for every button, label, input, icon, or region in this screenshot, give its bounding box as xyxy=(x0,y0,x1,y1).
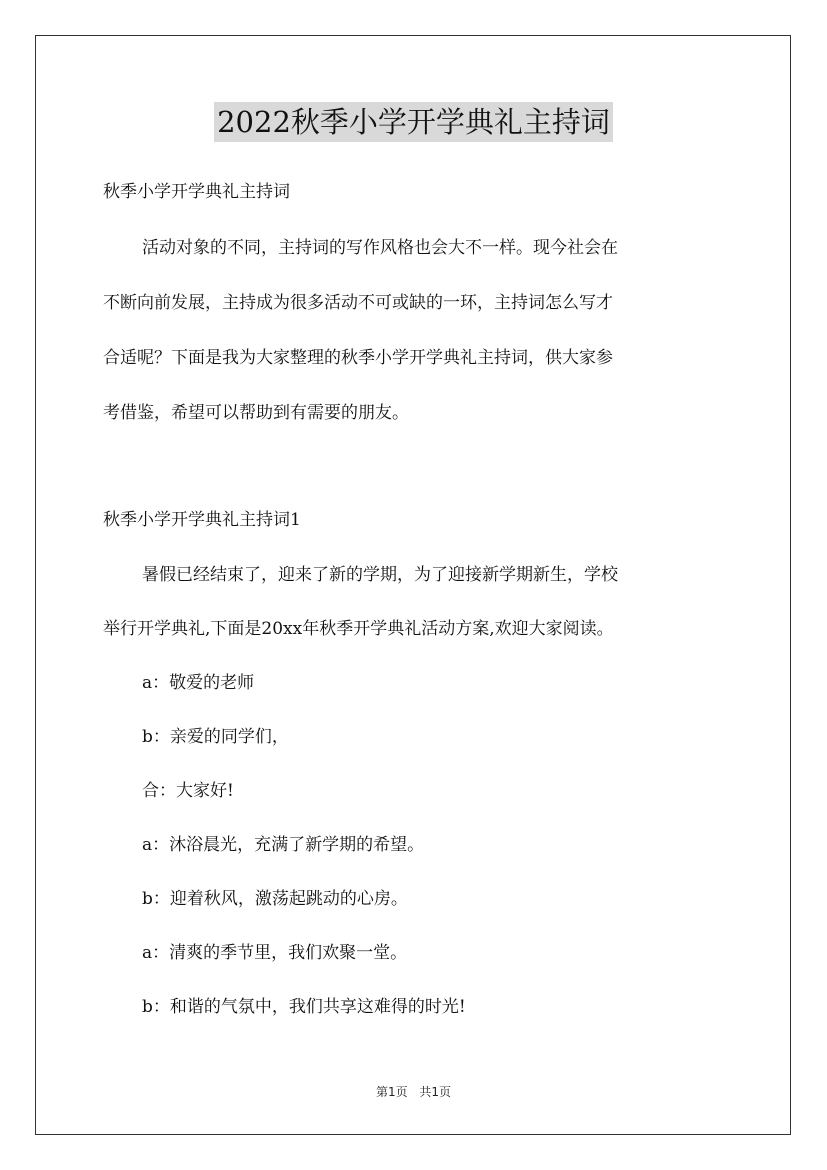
dialogue-line-1: a：敬爱的老师 xyxy=(142,673,255,693)
dialogue-line-6: a：清爽的季节里，我们欢聚一堂。 xyxy=(142,943,408,963)
section-para-line-2: 举行开学典礼,下面是20xx年秋季开学典礼活动方案,欢迎大家阅读。 xyxy=(103,619,614,639)
page-number: 第1页 xyxy=(375,1085,408,1099)
intro-line-1: 活动对象的不同，主持词的写作风格也会大不一样。现今社会在 xyxy=(142,238,618,258)
page-total: 共1页 xyxy=(419,1085,452,1099)
dialogue-line-2: b：亲爱的同学们， xyxy=(142,727,289,747)
page-footer xyxy=(0,1083,827,1100)
section-heading: 秋季小学开学典礼主持词1 xyxy=(103,510,301,530)
document-title-block xyxy=(0,102,827,142)
dialogue-line-3: 合：大家好! xyxy=(142,781,234,801)
document-title: 2022秋季小学开学典礼主持词 xyxy=(214,102,613,142)
dialogue-line-5: b：迎着秋风，激荡起跳动的心房。 xyxy=(142,889,408,909)
intro-line-2: 不断向前发展，主持成为很多活动不可或缺的一环，主持词怎么写才 xyxy=(103,293,613,313)
intro-line-3: 合适呢？下面是我为大家整理的秋季小学开学典礼主持词，供大家参 xyxy=(103,348,613,368)
subtitle: 秋季小学开学典礼主持词 xyxy=(103,182,290,202)
intro-line-4: 考借鉴，希望可以帮助到有需要的朋友。 xyxy=(103,403,409,423)
dialogue-line-4: a：沐浴晨光，充满了新学期的希望。 xyxy=(142,835,425,855)
section-para-line-1: 暑假已经结束了，迎来了新的学期，为了迎接新学期新生，学校 xyxy=(142,565,618,585)
dialogue-line-7: b：和谐的气氛中，我们共享这难得的时光! xyxy=(142,997,466,1017)
